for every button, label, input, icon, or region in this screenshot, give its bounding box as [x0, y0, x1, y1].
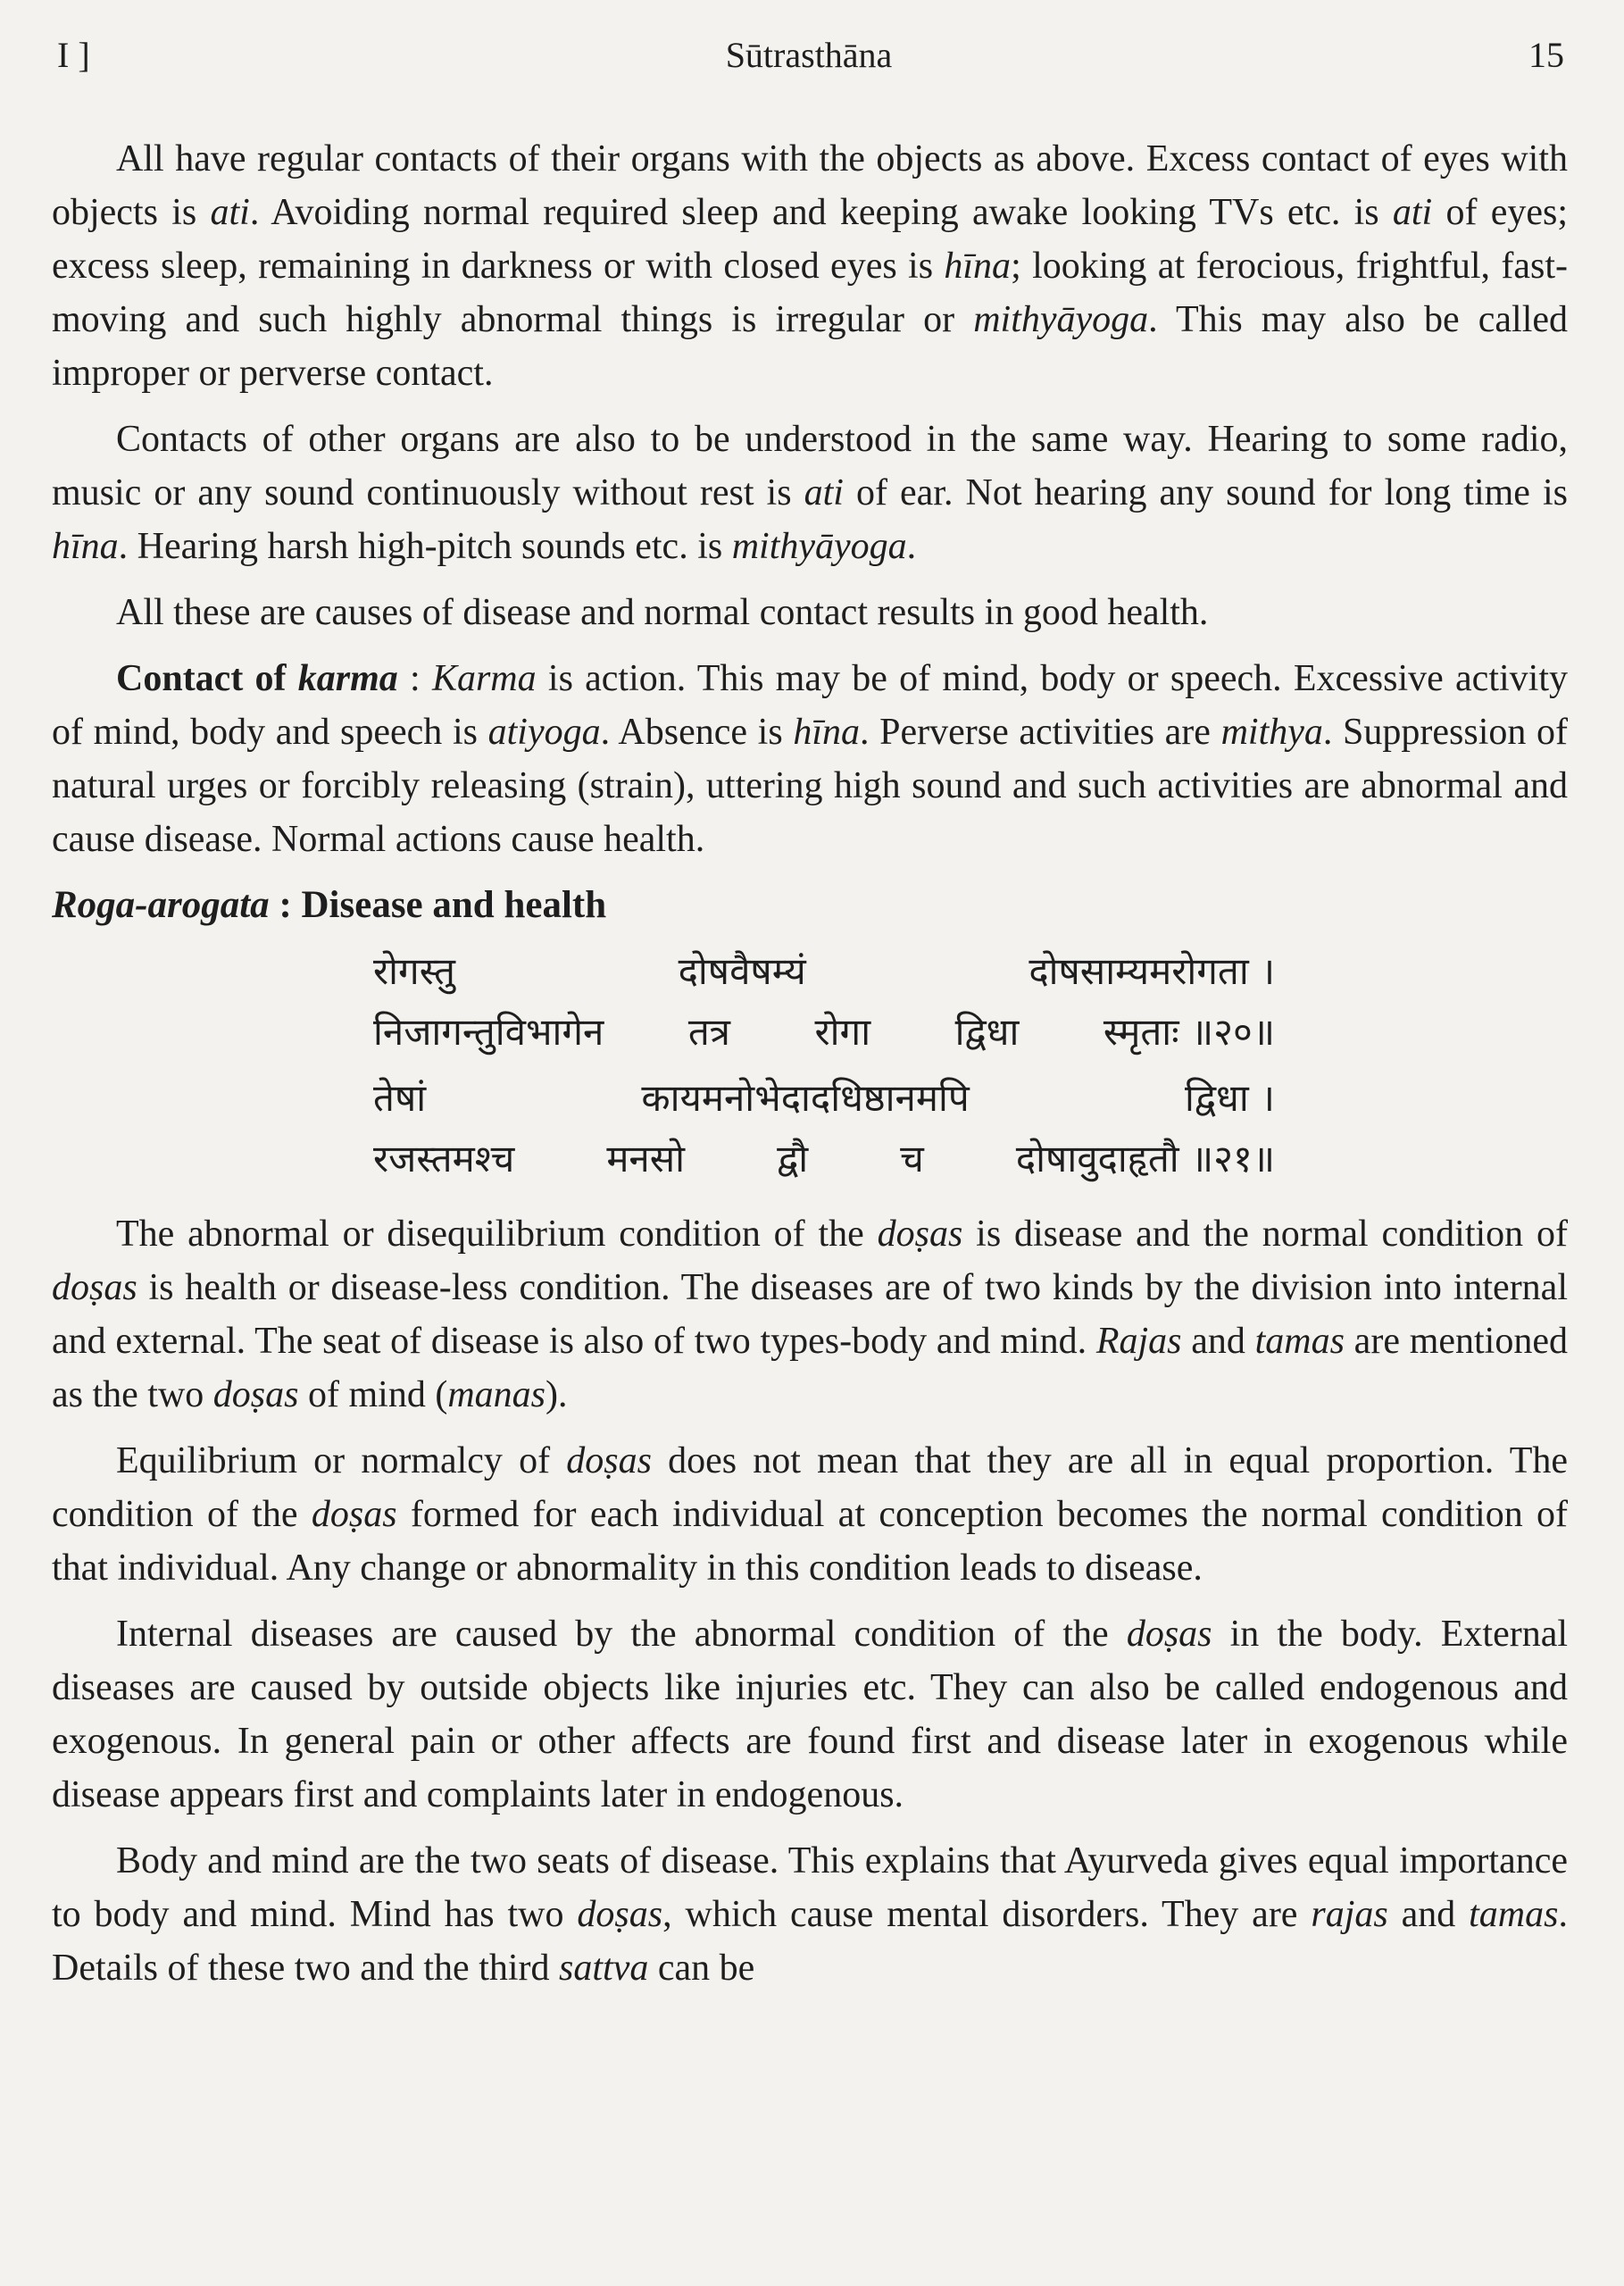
emphasis: doṣas [52, 1267, 137, 1308]
body-paragraph: The abnormal or disequilibrium condition of the doṣas is disease and the normal condition of doṣas is health or disease-less condition. The diseases are of two kinds by the division into internal and external. The seat of disease is also of two types-body and mind. Rajas and tamas are mentioned as the two doṣas of mind (manas). [52, 1214, 1568, 1415]
verse-word: द्वौ [777, 1137, 809, 1181]
verse-word: दोषसाम्यमरोगता । [1029, 949, 1275, 993]
body-paragraph: Equilibrium or normalcy of doṣas does not mean that they are all in equal proportion. The condition of the doṣas formed for each individual at conception becomes the normal condition of that individual. Any change or abnormality in this condition leads to disease. [52, 1440, 1569, 1589]
emphasis: ati [210, 192, 250, 233]
emphasis: hīna [944, 246, 1012, 287]
verse-line [373, 1002, 1275, 1063]
page-number: 15 [1528, 35, 1564, 75]
verse-word: निजागन्तुविभागेन [373, 1010, 604, 1054]
verse-line [373, 1068, 1275, 1129]
verse-word: रोगा [814, 1010, 871, 1054]
verse-word: दोषावुदाहृतौ ॥२१॥ [1015, 1137, 1275, 1181]
verse-word: कायमनोभेदादधिष्ठानमपि [641, 1076, 970, 1120]
emphasis: Karma [431, 658, 537, 699]
verse-line [373, 1129, 1275, 1189]
verse-word: मनसो [606, 1137, 686, 1181]
body-paragraph: Contacts of other organs are also to be understood in the same way. Hearing to some radio, music or any sound continuously without rest is ati of ear. Not hearing any sound for long time is hīna. Hearing harsh high-pitch sounds etc. is mithyāyoga. [52, 419, 1568, 567]
emphasis: doṣas [212, 1374, 299, 1415]
emphasis: manas [447, 1374, 545, 1415]
emphasis: mithya [1220, 712, 1323, 753]
emphasis: Contact of [116, 658, 298, 699]
emphasis: doṣas [1126, 1614, 1212, 1655]
paragraphs-before [52, 132, 1568, 866]
emphasis: rajas [1311, 1894, 1388, 1935]
emphasis: Rajas [1095, 1321, 1182, 1362]
emphasis: doṣas [577, 1894, 663, 1935]
verse-word: रोगस्तु [373, 949, 455, 993]
emphasis: doṣas [877, 1214, 963, 1255]
chapter-number: I ] [57, 35, 90, 75]
verse-word: द्विधा [954, 1010, 1020, 1054]
emphasis: doṣas [566, 1440, 652, 1481]
body-paragraph: Internal diseases are caused by the abnormal condition of the doṣas in the body. External diseases are caused by outside objects like injuries etc. They can also be called endogenous and exogenous. In general pain or other affects are found first and disease later in exogenous while disease appears first and complaints later in endogenous. [52, 1614, 1569, 1815]
page-body [52, 132, 1568, 2007]
verse-line [373, 941, 1275, 1002]
verse-word: द्विधा । [1184, 1076, 1275, 1120]
verse-word: स्मृताः ॥२०॥ [1103, 1010, 1275, 1054]
emphasis: ati [1392, 192, 1433, 233]
body-paragraph: Body and mind are the two seats of disease. This explains that Ayurveda gives equal importance to body and mind. Mind has two doṣas, which cause mental disorders. They are rajas and tamas. Details of these two and the third sattva can be [52, 1840, 1568, 1989]
emphasis: tamas [1254, 1321, 1345, 1362]
section-heading-rest: : Disease and health [269, 884, 607, 926]
emphasis: sattva [559, 1948, 649, 1989]
emphasis: tamas [1469, 1894, 1559, 1935]
emphasis: ati [804, 472, 844, 513]
paragraphs-after [52, 1207, 1568, 1995]
emphasis: doṣas [311, 1494, 397, 1535]
body-paragraph: All these are causes of disease and normal contact results in good health. [116, 592, 1209, 633]
running-title: Sūtrasthāna [725, 35, 893, 75]
running-head [50, 34, 1568, 79]
verse-word: च [900, 1137, 924, 1181]
emphasis: atiyoga [487, 712, 601, 753]
emphasis: hīna [52, 526, 119, 567]
emphasis: karma [297, 658, 398, 699]
body-paragraph: Contact of karma : Karma is action. This may be of mind, body or speech. Excessive activity of mind, body and speech is atiyoga. Absence is hīna. Perverse activities are mithya. Suppression of natural urges or forcibly releasing (strain), uttering high sound and such activities are abnormal and cause disease. Normal actions cause health. [52, 658, 1569, 860]
section-heading [52, 879, 1568, 932]
emphasis: mithyāyoga [731, 526, 907, 567]
emphasis: hīna [793, 712, 861, 753]
body-paragraph: All have regular contacts of their organs with the objects as above. Excess contact of eyes with objects is ati. Avoiding normal required sleep and keeping awake looking TVs etc. is ati of eyes; excess sleep, remaining in darkness or with closed eyes is hīna; looking at ferocious, frightful, fast-moving and such highly abnormal things is irregular or mithyāyoga. This may also be called improper or perverse contact. [52, 138, 1569, 394]
sanskrit-verse [52, 941, 1568, 1189]
section-heading-italic: Roga-arogata [52, 884, 270, 926]
verse-word: तेषां [373, 1076, 427, 1120]
emphasis: mithyāyoga [973, 299, 1149, 340]
verse-word: दोषवैषम्यं [678, 949, 806, 993]
verse-word: रजस्तमश्च [373, 1137, 515, 1181]
verse-word: तत्र [687, 1010, 730, 1054]
